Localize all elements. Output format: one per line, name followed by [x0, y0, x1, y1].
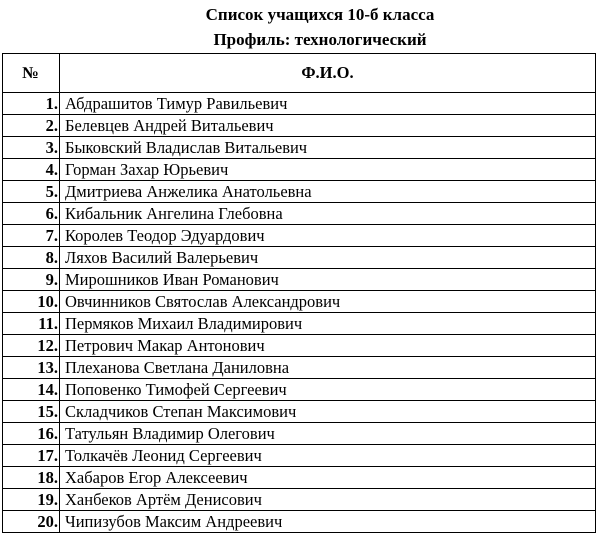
student-name: Мирошников Иван Романович: [60, 269, 596, 291]
student-name: Петрович Макар Антонович: [60, 335, 596, 357]
student-name: Абдрашитов Тимур Равильевич: [60, 93, 596, 115]
row-number: 4.: [3, 159, 60, 181]
student-name: Овчинников Святослав Александрович: [60, 291, 596, 313]
row-number: 13.: [3, 357, 60, 379]
row-number: 18.: [3, 467, 60, 489]
row-number: 16.: [3, 423, 60, 445]
student-name: Быковский Владислав Витальевич: [60, 137, 596, 159]
row-number: 6.: [3, 203, 60, 225]
table-row: [3, 269, 596, 291]
table-row: [3, 423, 596, 445]
table-row: [3, 225, 596, 247]
table-row: [3, 489, 596, 511]
table-row: [3, 335, 596, 357]
student-name: Татульян Владимир Олегович: [60, 423, 596, 445]
row-number: 11.: [3, 313, 60, 335]
row-number: 8.: [3, 247, 60, 269]
table-header-row: [3, 54, 596, 93]
student-table: [2, 53, 596, 533]
row-number: 19.: [3, 489, 60, 511]
row-number: 20.: [3, 511, 60, 533]
table-row: [3, 291, 596, 313]
row-number: 12.: [3, 335, 60, 357]
student-name: Чипизубов Максим Андреевич: [60, 511, 596, 533]
row-number: 2.: [3, 115, 60, 137]
table-row: [3, 511, 596, 533]
student-name: Плеханова Светлана Даниловна: [60, 357, 596, 379]
table-row: [3, 137, 596, 159]
row-number: 7.: [3, 225, 60, 247]
student-name: Белевцев Андрей Витальевич: [60, 115, 596, 137]
student-name: Кибальник Ангелина Глебовна: [60, 203, 596, 225]
row-number: 10.: [3, 291, 60, 313]
student-name: Складчиков Степан Максимович: [60, 401, 596, 423]
header-number: №: [3, 54, 60, 93]
table-row: [3, 181, 596, 203]
row-number: 9.: [3, 269, 60, 291]
student-name: Толкачёв Леонид Сергеевич: [60, 445, 596, 467]
row-number: 15.: [3, 401, 60, 423]
row-number: 1.: [3, 93, 60, 115]
document-title: Список учащихся 10-б класса: [205, 5, 435, 24]
table-row: [3, 357, 596, 379]
table-row: [3, 445, 596, 467]
table-row: [3, 313, 596, 335]
row-number: 14.: [3, 379, 60, 401]
student-name: Горман Захар Юрьевич: [60, 159, 596, 181]
table-row: [3, 247, 596, 269]
student-name: Дмитриева Анжелика Анатольевна: [60, 181, 596, 203]
table-row: [3, 467, 596, 489]
document-subtitle: Профиль: технологический: [213, 30, 427, 49]
student-name: Ханбеков Артём Денисович: [60, 489, 596, 511]
table-row: [3, 401, 596, 423]
row-number: 3.: [3, 137, 60, 159]
table-row: [3, 203, 596, 225]
row-number: 17.: [3, 445, 60, 467]
student-name: Поповенко Тимофей Сергеевич: [60, 379, 596, 401]
table-row: [3, 93, 596, 115]
table-row: [3, 159, 596, 181]
student-name: Пермяков Михаил Владимирович: [60, 313, 596, 335]
student-name: Ляхов Василий Валерьевич: [60, 247, 596, 269]
header-full-name: Ф.И.О.: [60, 54, 596, 93]
student-name: Хабаров Егор Алексеевич: [60, 467, 596, 489]
table-row: [3, 115, 596, 137]
student-name: Королев Теодор Эдуардович: [60, 225, 596, 247]
table-row: [3, 379, 596, 401]
row-number: 5.: [3, 181, 60, 203]
